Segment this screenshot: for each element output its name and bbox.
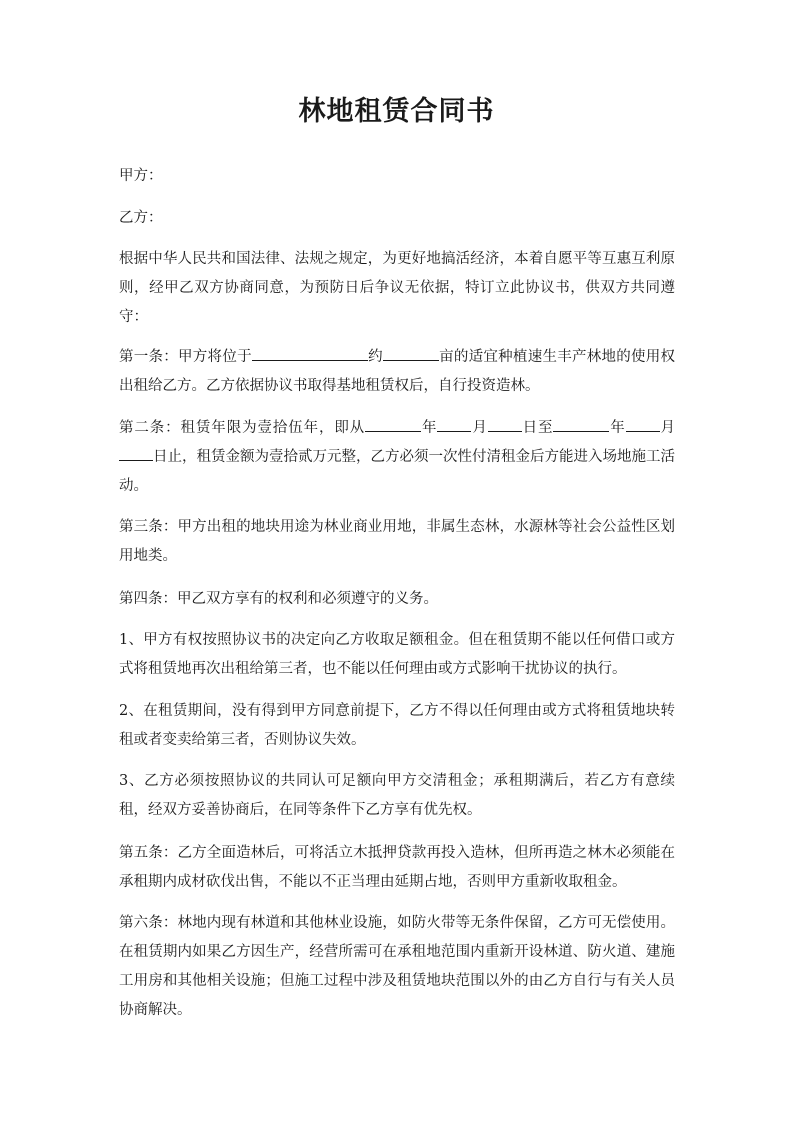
article-6: 第六条：林地内现有林道和其他林业设施，如防火带等无条件保留，乙方可无偿使用。在租赁期内如果乙方因生产，经营所需可在承租地范围内重新开设林道、防火道、建施工用房和其他相关设施；但施工过程中涉及租赁地块范围以外的由乙方自行与有关人员协商解决。 xyxy=(119,915,675,1018)
end-day-blank xyxy=(119,446,153,461)
intro-paragraph: 根据中华人民共和国法律、法规之规定，为更好地搞活经济，本着自愿平等互惠互利原则，经甲乙双方协商同意，为预防日后争议无依据，特订立此协议书，供双方共同遵守： xyxy=(119,251,675,325)
article-3: 第三条：甲方出租的地块用途为林业商业用地，非属生态林，水源林等社会公益性区划用地类。 xyxy=(119,519,675,564)
start-month-blank xyxy=(437,417,471,432)
end-month-blank xyxy=(626,417,660,432)
party-b-line: 乙方： xyxy=(119,210,163,226)
start-day-blank xyxy=(488,417,522,432)
article-1 xyxy=(119,343,675,401)
article-2-text-e: 年 xyxy=(609,420,626,436)
area-blank xyxy=(383,346,439,361)
article-2-text-d: 日至 xyxy=(521,420,554,436)
article-4-item-2: 2、在租赁期间，没有得到甲方同意前提下，乙方不得以任何理由或方式将租赁地块转租或者变卖给第三者，否则协议失效。 xyxy=(119,703,675,748)
article-2-text-g: 日止，租赁金额为壹拾贰万元整，乙方必须一次性付清租金后方能进入场地施工活动。 xyxy=(119,449,675,494)
article-4-item-3: 3、乙方必须按照协议的共同认可足额向甲方交清租金；承租期满后，若乙方有意续租，经双方妥善协商后，在同等条件下乙方享有优先权。 xyxy=(119,773,675,818)
start-year-blank xyxy=(365,417,421,432)
article-5: 第五条：乙方全面造林后，可将活立木抵押贷款再投入造林，但所再造之林木必须能在承租期内成材砍伐出售，不能以不正当理由延期占地，否则甲方重新收取租金。 xyxy=(119,845,675,890)
location-blank xyxy=(252,346,368,361)
article-2 xyxy=(119,414,675,501)
article-1-text-b: 约 xyxy=(367,349,383,365)
article-2-text-b: 年 xyxy=(421,420,438,436)
party-a-line: 甲方： xyxy=(119,168,163,184)
article-1-text-a: 第一条：甲方将位于 xyxy=(119,349,252,365)
page-title: 林地租赁合同书 xyxy=(298,96,495,127)
article-2-text-c: 月 xyxy=(471,420,488,436)
article-4: 第四条：甲乙双方享有的权利和必须遵守的义务。 xyxy=(119,591,438,607)
article-2-text-f: 月 xyxy=(659,420,676,436)
article-4-item-1: 1、甲方有权按照协议书的决定向乙方收取足额租金。但在租赁期不能以任何借口或方式将租赁地再次出租给第三者，也不能以任何理由或方式影响干扰协议的执行。 xyxy=(119,632,675,677)
article-1-text-c: 亩的适宜种植速生丰产林地的使用权出租给乙方。乙方依据协议书取得基地租赁权后，自行投资造林。 xyxy=(119,349,676,394)
article-2-text-a: 第二条：租赁年限为壹拾伍年，即从 xyxy=(119,420,366,436)
end-year-blank xyxy=(553,417,609,432)
